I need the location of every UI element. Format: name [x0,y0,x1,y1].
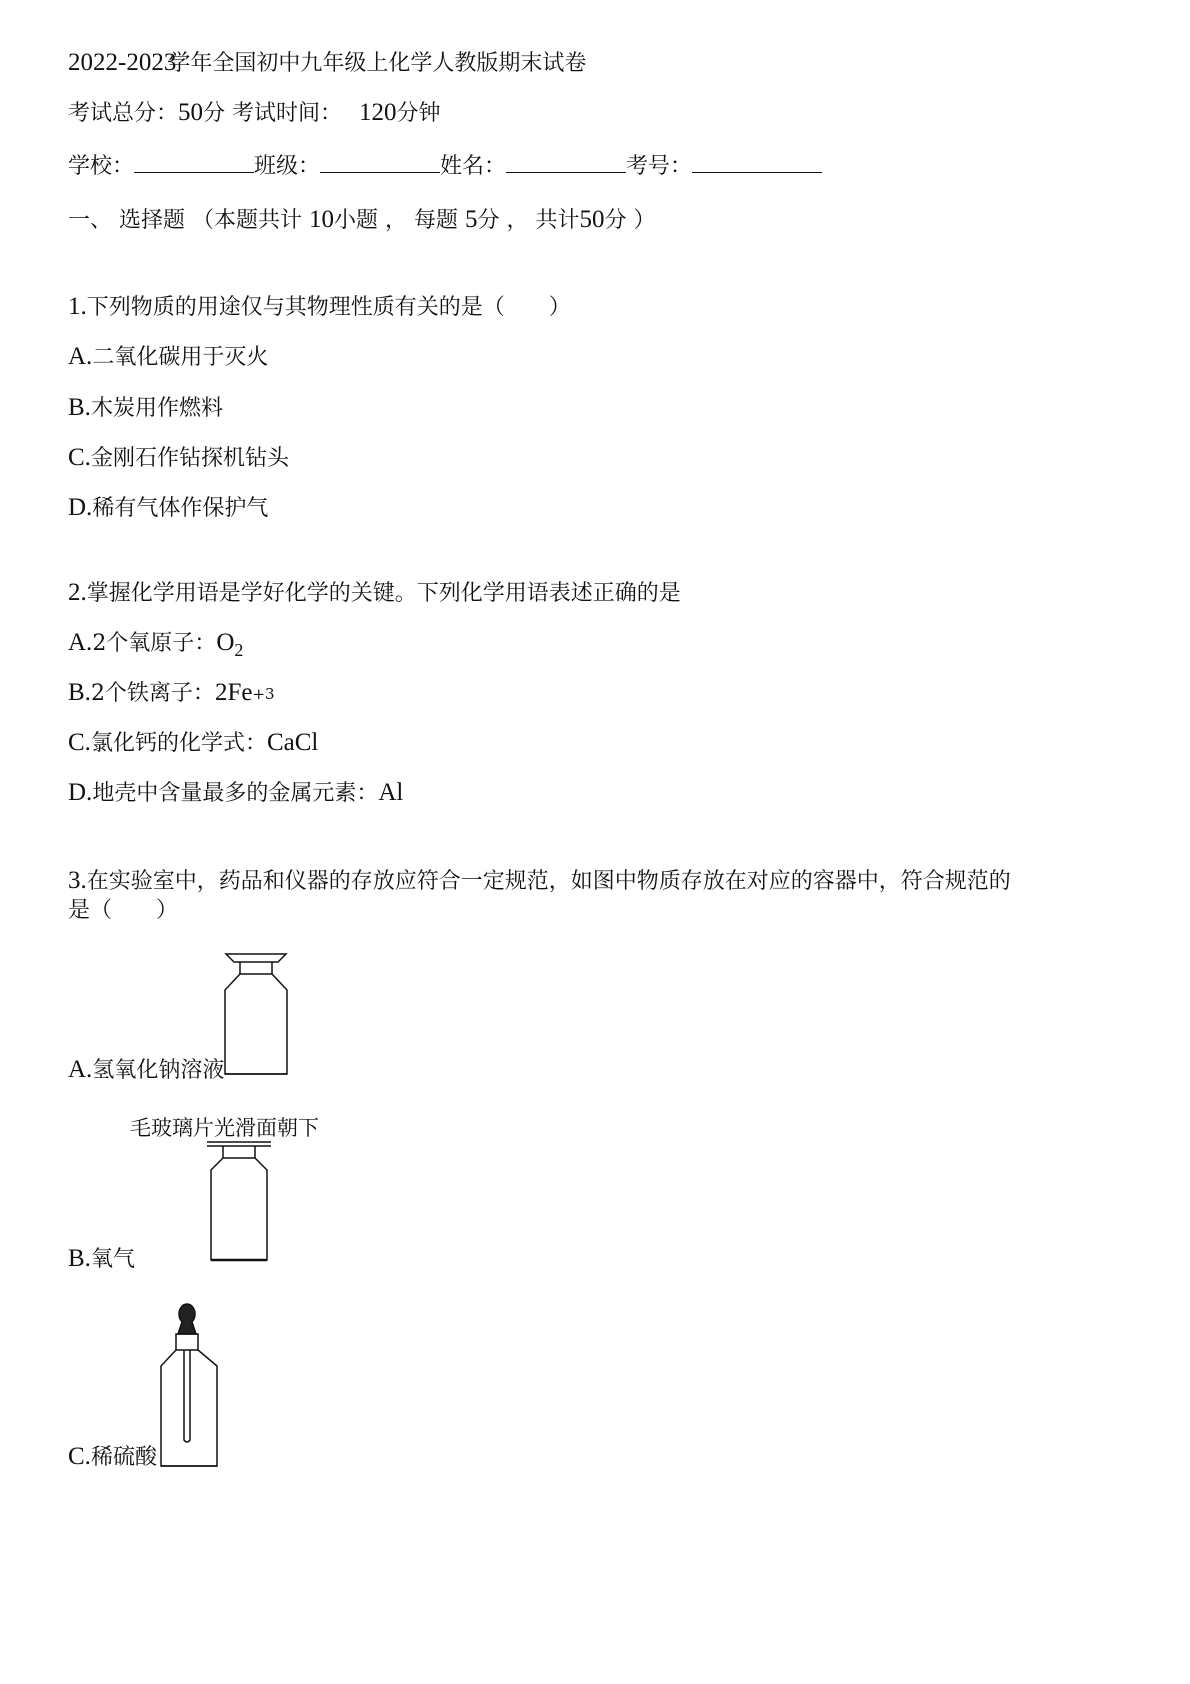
name-label: 姓名： [440,154,507,179]
dropper-bottle-figure [158,1300,224,1472]
q3-option-c[interactable] [68,1442,157,1473]
option-text: 2个氧原子： [92,631,217,656]
total-unit: 分 考试时间： [203,101,343,126]
q2-option-c[interactable] [68,728,318,759]
q2-option-d[interactable] [68,778,403,809]
figure-caption: 毛玻璃片光滑面朝下 [130,1116,319,1140]
option-text: 地壳中含量最多的金属元素： [92,781,379,806]
option-letter: B. [68,394,91,421]
section-count: 10 [309,206,334,233]
q1-option-b[interactable] [68,393,223,424]
option-text: 氢氧化钠溶液 [92,1058,225,1083]
time-unit: 分钟 [396,101,441,126]
option-letter: A. [68,1056,93,1083]
question-text: 在实验室中，药品和仪器的存放应符合一定规范，如图中物质存放在对应的容器中，符合规范的 [86,869,1011,894]
option-text: 2个铁离子： [90,681,215,706]
question-text-cont: 是（ ） [68,898,179,923]
question-number: 1. [68,293,87,320]
section-total: 50 [579,206,605,233]
school-blank[interactable] [134,150,254,173]
question-text: 下列物质的用途仅与其物理性质有关的是（ ） [86,295,571,320]
option-text: 二氧化碳用于灭火 [92,345,269,370]
option-text: 金刚石作钻探机钻头 [90,446,289,471]
formula-superscript: +3 [252,685,275,703]
question-3-stem [68,866,1011,897]
q2-option-a[interactable] [68,628,243,659]
option-letter: A. [68,343,93,370]
total-score: 50 [178,99,204,126]
name-blank[interactable] [506,150,626,173]
title-year: 2022-2023 [68,49,177,76]
formula-subscript: 2 [234,640,244,660]
option-text: 氧气 [90,1247,135,1272]
section-prefix: 一、 选择题 （本题共计 [68,208,302,233]
question-1-stem [68,292,571,323]
student-info-row [68,150,822,182]
title-text: 学年全国初中九年级上化学人教版期末试卷 [168,51,587,76]
option-letter: B. [68,1245,91,1272]
q1-option-d[interactable] [68,493,268,524]
question-number: 3. [68,867,87,894]
exam-title [68,48,586,79]
chemical-formula: 2Fe [214,679,253,706]
option-letter: B. [68,679,91,706]
chemical-formula: Al [378,779,404,806]
question-3-stem-line2 [68,896,178,926]
question-number: 2. [68,579,87,606]
option-letter: C. [68,1443,91,1470]
chemical-formula: O [216,629,235,656]
section-heading [68,205,656,236]
exam-number-blank[interactable] [692,150,822,173]
chemical-formula: CaCl [266,729,319,756]
school-label: 学校： [68,154,135,179]
exam-number-label: 考号： [626,154,693,179]
wide-mouth-bottle-figure [220,948,295,1080]
option-text: 木炭用作燃料 [90,396,223,421]
option-text: 氯化钙的化学式： [90,731,267,756]
question-2-stem [68,578,681,609]
q3-option-b[interactable] [68,1244,135,1275]
question-text: 掌握化学用语是学好化学的关键。下列化学用语表述正确的是 [86,581,681,606]
section-suffix: 分 ） [604,208,656,233]
q3-option-a[interactable] [68,1055,224,1086]
option-letter: D. [68,494,93,521]
option-letter: C. [68,729,91,756]
q1-option-c[interactable] [68,443,289,474]
exam-time: 120 [359,99,397,126]
option-text: 稀有气体作保护气 [92,496,269,521]
section-mid2: 分 ， 共计 [477,208,580,233]
option-letter: D. [68,779,93,806]
option-text: 稀硫酸 [90,1445,157,1470]
total-label: 考试总分： [68,101,179,126]
section-per: 5 [465,206,478,233]
option-letter: C. [68,444,91,471]
option-letter: A. [68,629,93,656]
q1-option-a[interactable] [68,342,268,373]
exam-info [68,98,441,129]
q2-option-b[interactable] [68,678,275,710]
class-label: 班级： [254,154,321,179]
gas-collecting-bottle-figure [205,1138,275,1264]
class-blank[interactable] [320,150,440,173]
section-mid1: 小题 ， 每题 [334,208,458,233]
